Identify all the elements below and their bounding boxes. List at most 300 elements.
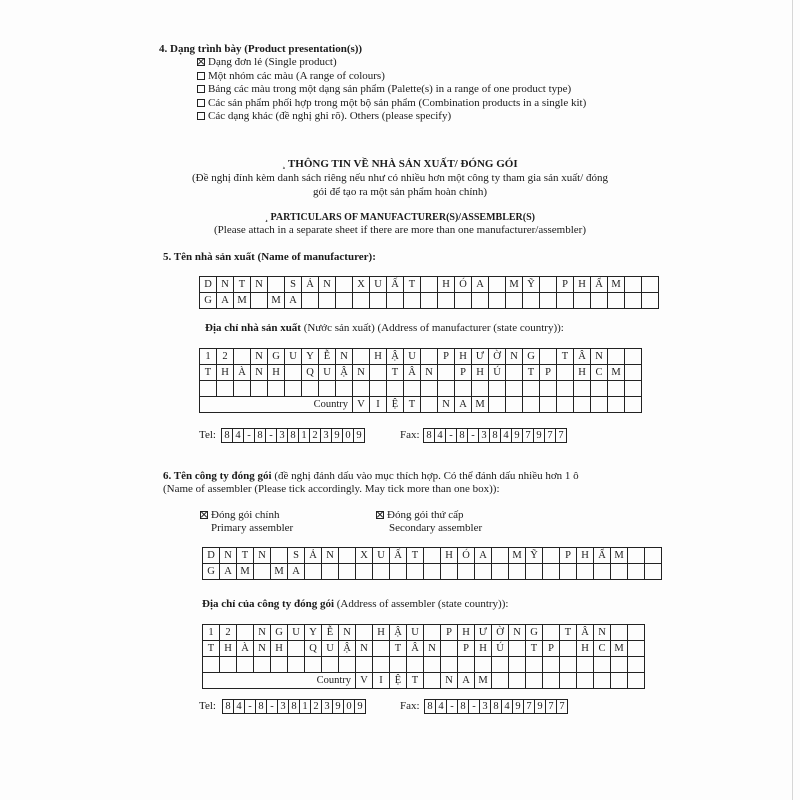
digit-box: 4 [234,700,245,714]
letter-box: N [336,349,353,365]
letter-box: Ó [455,277,472,293]
letter-box: M [608,277,625,293]
letter-box [506,365,523,381]
letter-box: H [441,548,458,564]
letter-box: M [611,548,628,564]
letter-box [543,564,560,580]
letter-box [577,657,594,673]
letter-box [336,293,353,309]
letter-box [288,641,305,657]
digit-box: 8 [255,429,266,443]
letter-box: A [285,293,302,309]
letter-box [455,293,472,309]
letter-box [237,625,254,641]
letter-box [628,673,645,689]
letter-box: Ậ [336,365,353,381]
digit-box: 2 [310,429,321,443]
manufacturer-heading: 5. Tên nhà sản xuất (Name of manufacturer): [163,251,376,263]
letter-box: H [458,625,475,641]
option-label: Các sản phẩm phối hợp trong một bộ sản phẩm (Combination products in a single kit) [208,96,587,109]
letter-box: T [404,277,421,293]
digit-box: 9 [355,700,366,714]
digit-box: 8 [289,700,300,714]
letter-box: C [591,365,608,381]
digit-box: 8 [458,700,469,714]
letter-box [271,657,288,673]
letter-box [543,673,560,689]
country-label: Country [203,673,356,689]
digit-box: - [469,700,480,714]
letter-box: Ẩ [591,277,608,293]
grid-row [200,349,642,365]
letter-box: Ậ [339,641,356,657]
letter-box: M [268,293,285,309]
letter-box [441,641,458,657]
option-label: Các dạng khác (đề nghị ghi rõ). Others (please specify) [208,110,452,122]
letter-box [608,381,625,397]
digit-box: 9 [534,429,545,443]
letter-box: P [557,277,574,293]
letter-box: P [543,641,560,657]
letter-box: Ả [302,277,319,293]
letter-box [628,657,645,673]
letter-box: M [237,564,254,580]
letter-box: D [203,548,220,564]
grid-row [203,657,645,673]
letter-box: H [271,641,288,657]
letter-box: U [288,625,305,641]
letter-box: G [268,349,285,365]
grid-row [200,293,659,309]
letter-box [421,381,438,397]
grid-row [203,641,645,657]
digit-row [424,429,567,443]
letter-box: X [353,277,370,293]
letter-box: Ú [489,365,506,381]
letter-box [424,673,441,689]
letter-box: Ú [492,641,509,657]
letter-box [625,381,642,397]
digit-box: 8 [425,700,436,714]
letter-box [387,293,404,309]
letter-box [645,548,662,564]
secondary-en-label: Secondary assembler [389,522,483,534]
letter-box: N [254,625,271,641]
letter-box [560,564,577,580]
assembler-heading-rest: (đề nghị đánh dấu vào mục thích hợp. Có thể đánh dấu nhiều hơn 1 ô [271,470,579,482]
option-checkbox[interactable] [197,99,205,107]
letter-box [302,381,319,397]
letter-box [441,564,458,580]
digit-box: 9 [513,700,524,714]
letter-box: À [234,365,251,381]
letter-box [322,657,339,673]
digit-box: 3 [278,700,289,714]
digit-box: 0 [343,429,354,443]
digit-row [425,700,568,714]
letter-box [560,673,577,689]
letter-box: X [356,548,373,564]
letter-box [356,657,373,673]
digit-box: 8 [223,700,234,714]
letter-box [540,293,557,309]
letter-box: Ỹ [523,277,540,293]
letter-box: N [424,641,441,657]
digit-box: 8 [457,429,468,443]
letter-box: M [234,293,251,309]
grid-row [200,381,642,397]
letter-box [557,365,574,381]
letter-box: Ẩ [594,548,611,564]
letter-box [424,625,441,641]
digit-box: - [468,429,479,443]
letter-box: U [370,277,387,293]
digit-box: 7 [545,429,556,443]
option-checkbox[interactable] [197,72,205,80]
letter-box [438,293,455,309]
letter-box [339,548,356,564]
letter-box: Â [577,625,594,641]
letter-box [234,349,251,365]
country-label: Country [200,397,353,413]
digit-box: 2 [311,700,322,714]
letter-box [574,381,591,397]
letter-box [526,657,543,673]
presentation-option [197,97,586,110]
letter-box [353,293,370,309]
letter-box [625,365,642,381]
letter-box: 1 [200,349,217,365]
letter-box [203,657,220,673]
secondary-assembler-option [376,509,464,522]
letter-box [424,564,441,580]
letter-box [285,381,302,397]
digit-box: 3 [277,429,288,443]
letter-box [407,657,424,673]
letter-box: Ễ [322,625,339,641]
letter-box [489,381,506,397]
digit-box: 3 [480,700,491,714]
option-label: Bảng các màu trong một dạng sản phẩm (Palette(s) in a range of one product type) [208,83,572,95]
letter-box [642,293,659,309]
letter-box: P [560,548,577,564]
secondary-assembler-checkbox[interactable] [376,511,384,519]
letter-box: Ờ [492,625,509,641]
letter-box: T [560,625,577,641]
letter-box [506,397,523,413]
letter-box: P [441,625,458,641]
letter-box: M [611,641,628,657]
assembler-fax-grid [424,699,568,714]
assembler-name-grid [202,547,662,580]
letter-box [591,397,608,413]
letter-box: H [577,548,594,564]
letter-box: M [472,397,489,413]
primary-en-label: Primary assembler [211,522,294,534]
letter-box [506,381,523,397]
manufacturer-address-grid [199,348,642,413]
letter-box: M [608,365,625,381]
letter-box [475,657,492,673]
letter-box [574,293,591,309]
letter-box [625,293,642,309]
letter-box: H [220,641,237,657]
letter-box [523,293,540,309]
digit-box: 8 [491,700,502,714]
letter-box: S [285,277,302,293]
address-heading-rest: (Nước sản xuất) (Address of manufacturer (state country)): [300,322,564,334]
letter-box [288,657,305,673]
digit-box: 1 [300,700,311,714]
digit-box: 9 [332,429,343,443]
letter-box [574,397,591,413]
letter-box [526,564,543,580]
letter-box [543,657,560,673]
option-checkbox[interactable] [197,85,205,93]
letter-box: M [475,673,492,689]
letter-box [577,564,594,580]
letter-box [560,641,577,657]
letter-box: Ễ [319,349,336,365]
letter-box: N [217,277,234,293]
letter-box: Ấ [387,277,404,293]
letter-box [628,625,645,641]
letter-box [509,657,526,673]
letter-box: T [526,641,543,657]
letter-box: N [506,349,523,365]
letter-box [285,365,302,381]
grid-row [200,277,659,293]
letter-box [509,673,526,689]
letter-box [356,564,373,580]
letter-box [611,625,628,641]
letter-box [543,625,560,641]
assembler-heading [163,470,579,483]
letter-box [370,381,387,397]
letter-box: T [200,365,217,381]
letter-box: N [339,625,356,641]
letter-box [407,564,424,580]
letter-box [438,381,455,397]
letter-box: N [220,548,237,564]
presentation-option [197,110,451,123]
letter-box: V [356,673,373,689]
letter-box [625,277,642,293]
assembler-address-heading-bold: Địa chỉ của công ty đóng gói [202,598,335,610]
manufacturer-tel-label: Tel: [199,429,216,441]
letter-box [523,397,540,413]
letter-box: H [370,349,387,365]
primary-assembler-checkbox[interactable] [200,511,208,519]
letter-box [421,397,438,413]
letter-box [268,277,285,293]
letter-box: N [322,548,339,564]
letter-box: Ờ [489,349,506,365]
letter-box [390,657,407,673]
letter-box [373,641,390,657]
letter-box: N [254,548,271,564]
letter-box: T [407,673,424,689]
vn-title-text: THÔNG TIN VỀ NHÀ SẢN XUẤT/ ĐÓNG GÓI [287,158,518,170]
assembler-fax-label: Fax: [400,700,420,712]
letter-box [458,657,475,673]
letter-box [254,657,271,673]
letter-box [302,293,319,309]
letter-box [492,657,509,673]
letter-box: G [271,625,288,641]
letter-box [339,564,356,580]
assembler-tel-label: Tel: [199,700,216,712]
assembler-address-heading [202,598,508,611]
letter-box: A [220,564,237,580]
letter-box: H [438,277,455,293]
digit-box: - [446,429,457,443]
letter-box: T [557,349,574,365]
option-checkbox[interactable] [197,58,205,66]
assembler-heading-bold: 6. Tên công ty đóng gói [163,470,272,482]
assembler-heading-line2: (Name of assembler (Please tick accordingly. May tick more than one box)): [163,483,500,495]
option-checkbox[interactable] [197,112,205,120]
letter-box [540,349,557,365]
grid-row [203,564,662,580]
letter-box [489,397,506,413]
letter-box [492,548,509,564]
digit-box: 4 [435,429,446,443]
letter-box [526,673,543,689]
particulars-vn-note-1: (Đề nghị đính kèm danh sách riêng nếu như có nhiều hơn một công ty tham gia sản xuất/ đóng [192,172,608,184]
letter-box: P [458,641,475,657]
letter-box [200,381,217,397]
letter-box [625,397,642,413]
title-marker: ¸ [282,159,286,169]
letter-box [628,548,645,564]
letter-box [370,293,387,309]
letter-box: H [455,349,472,365]
letter-box: H [574,365,591,381]
letter-box: Â [404,365,421,381]
letter-box: N [421,365,438,381]
primary-vn-label: Đóng gói chính [211,509,280,521]
letter-box: À [237,641,254,657]
letter-box [438,365,455,381]
letter-box [421,349,438,365]
grid-row [203,548,662,564]
letter-box [336,277,353,293]
letter-box: N [353,365,370,381]
title-marker: ¸ [265,212,268,222]
letter-box: A [217,293,234,309]
letter-box: U [285,349,302,365]
letter-box [489,277,506,293]
digit-box: 9 [512,429,523,443]
letter-box [611,657,628,673]
letter-box [251,381,268,397]
letter-box: H [268,365,285,381]
letter-box: Ấ [390,548,407,564]
letter-box: A [475,548,492,564]
particulars-vn-title [0,158,800,171]
letter-box [370,365,387,381]
letter-box: U [373,548,390,564]
letter-box: T [404,397,421,413]
manufacturer-address-heading [205,322,564,335]
digit-box: - [267,700,278,714]
letter-box: I [370,397,387,413]
letter-box [492,673,509,689]
address-heading-bold: Địa chỉ nhà sản xuất [205,322,301,334]
letter-box: Ỹ [526,548,543,564]
letter-box: N [509,625,526,641]
digit-box: - [244,429,255,443]
letter-box: H [472,365,489,381]
letter-box: Y [302,349,319,365]
letter-box [390,564,407,580]
secondary-vn-label: Đóng gói thứ cấp [387,509,464,521]
letter-box [591,293,608,309]
letter-box [319,293,336,309]
letter-box [268,381,285,397]
letter-box [506,293,523,309]
particulars-en-title [0,211,800,224]
letter-box: U [404,349,421,365]
letter-box [608,293,625,309]
letter-box: N [594,625,611,641]
letter-box [557,381,574,397]
digit-box: 3 [479,429,490,443]
country-row [203,673,645,689]
digit-box: 3 [322,700,333,714]
manufacturer-name-grid [199,276,659,309]
letter-box: G [200,293,217,309]
letter-box: H [574,277,591,293]
letter-box [353,381,370,397]
letter-box [543,548,560,564]
letter-box [642,277,659,293]
letter-box: G [523,349,540,365]
digit-box: 3 [321,429,332,443]
assembler-address-grid [202,624,645,689]
letter-box: M [271,564,288,580]
letter-box [628,641,645,657]
digit-box: 8 [424,429,435,443]
letter-box [458,564,475,580]
presentation-option [197,70,385,83]
digit-box: 8 [256,700,267,714]
digit-box: 4 [233,429,244,443]
letter-box [594,657,611,673]
letter-box: S [288,548,305,564]
manufacturer-fax-grid [423,428,567,443]
digit-box: 4 [502,700,513,714]
letter-box: N [254,641,271,657]
letter-box: G [203,564,220,580]
letter-box [237,657,254,673]
manufacturer-tel-grid [221,428,365,443]
letter-box: A [458,673,475,689]
letter-box: T [390,641,407,657]
digit-box: 8 [288,429,299,443]
letter-box: N [591,349,608,365]
letter-box: N [319,277,336,293]
letter-box: Ậ [390,625,407,641]
letter-box [557,293,574,309]
particulars-vn-note-2: gói để tạo ra một sản phẩm hoàn chỉnh) [312,186,488,198]
letter-box [356,625,373,641]
letter-box: Ó [458,548,475,564]
letter-box: Ệ [390,673,407,689]
letter-box: U [322,641,339,657]
letter-box [217,381,234,397]
